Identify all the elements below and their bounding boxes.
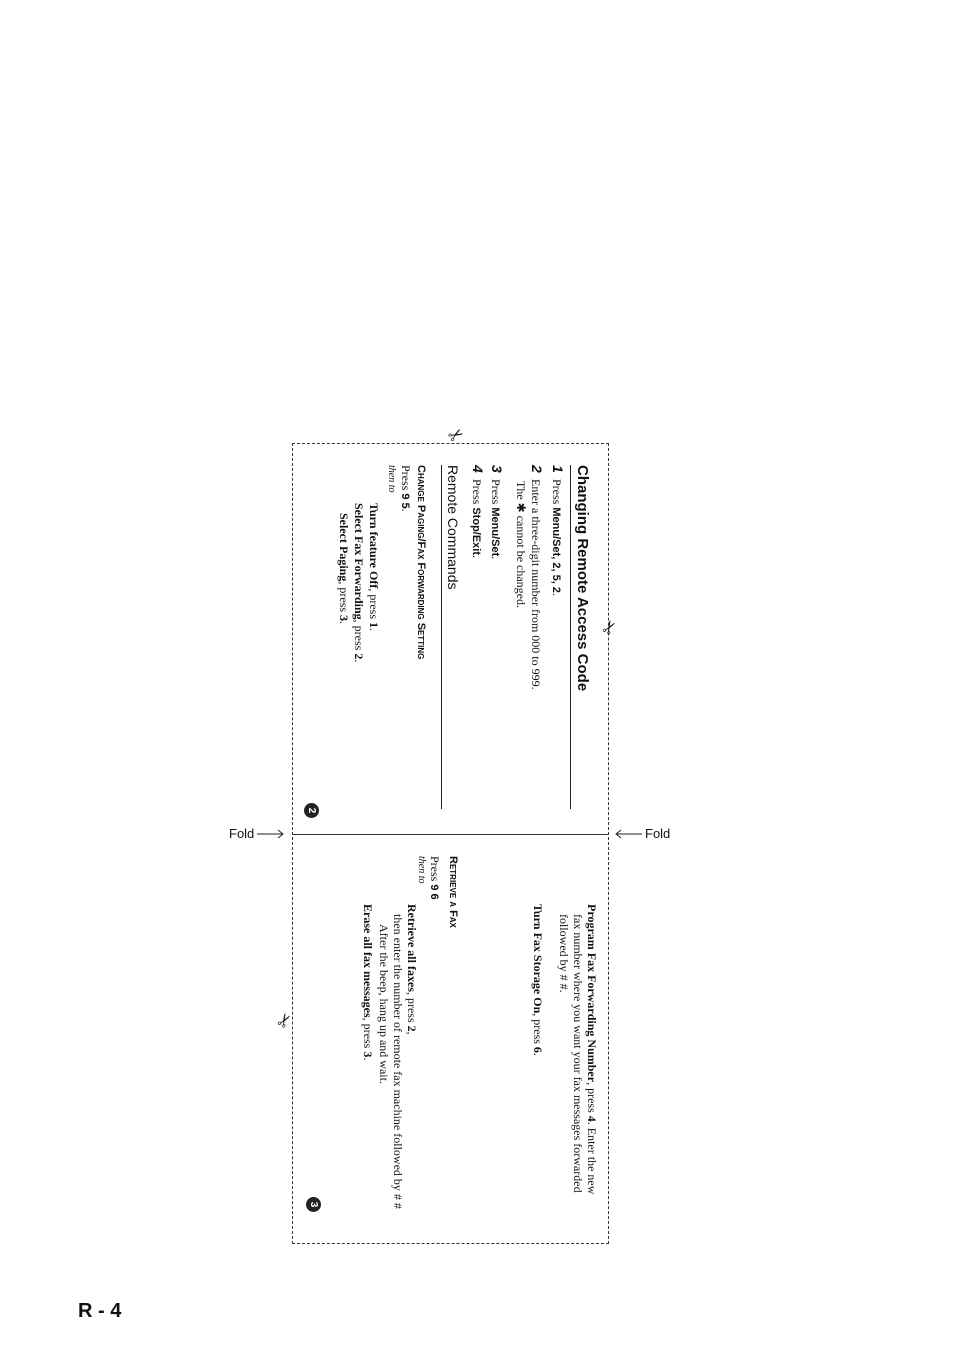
fold-label-left: Fold — [229, 826, 285, 841]
page-badge: 2 — [304, 803, 319, 818]
panel-title: Changing Remote Access Code — [570, 465, 591, 809]
subsection-title: Change Paging/Fax Forwarding Setting — [415, 465, 427, 660]
retrieve-all-line-3: After the beep, hang up and wait. — [377, 924, 391, 1084]
fold-label-right: Fold — [614, 826, 670, 841]
fax-storage-line: Turn Fax Storage On, press 6. — [531, 904, 545, 1056]
scissors-icon: ✂ — [597, 615, 623, 640]
program-forwarding-line: Program Fax Forwarding Number, press 4. Enter the new — [585, 904, 599, 1195]
press-line: Press 9 6 — [428, 856, 442, 900]
subsection-title: Retrieve a Fax — [447, 856, 459, 928]
remote-access-panel — [292, 443, 609, 834]
step-3: 3Press Menu/Set. — [489, 465, 505, 560]
step-2: 2Enter a three-digit number from 000 to 999. The ✱ cannot be changed. — [514, 465, 545, 690]
arrow-left-icon — [614, 829, 642, 839]
program-forwarding-line-2: fax number where you want your fax messages forwarded — [571, 914, 585, 1193]
retrieve-all-line-2: then enter the number of remote fax machine followed by # # — [391, 914, 405, 1209]
erase-all-line: Erase all fax messages, press 3. — [361, 904, 375, 1061]
option-paging: Select Paging, press 3. — [337, 513, 351, 624]
scissors-icon: ✂ — [272, 1008, 298, 1033]
arrow-right-icon — [257, 829, 285, 839]
scissors-icon: ✂ — [444, 422, 469, 449]
then-to-label: then to — [386, 465, 397, 493]
option-fax-forwarding: Select Fax Forwarding, press 2. — [352, 503, 366, 663]
retrieve-all-line: Retrieve all faxes, press 2, — [405, 904, 419, 1035]
section-title: Remote Commands — [441, 465, 461, 809]
step-1: 1Press Menu/Set, 2, 5, 2. — [550, 465, 566, 596]
step-4: 4Press Stop/Exit. — [470, 465, 486, 559]
option-feature-off: Turn feature Off, press 1. — [367, 503, 381, 632]
program-forwarding-line-3: followed by # #. — [557, 914, 571, 993]
press-line: Press 9 5. — [399, 465, 413, 512]
retrieve-fax-panel — [292, 834, 609, 1244]
then-to-label: then to — [416, 856, 427, 884]
page-badge: 3 — [306, 1197, 321, 1212]
page-number: R - 4 — [78, 1300, 122, 1322]
